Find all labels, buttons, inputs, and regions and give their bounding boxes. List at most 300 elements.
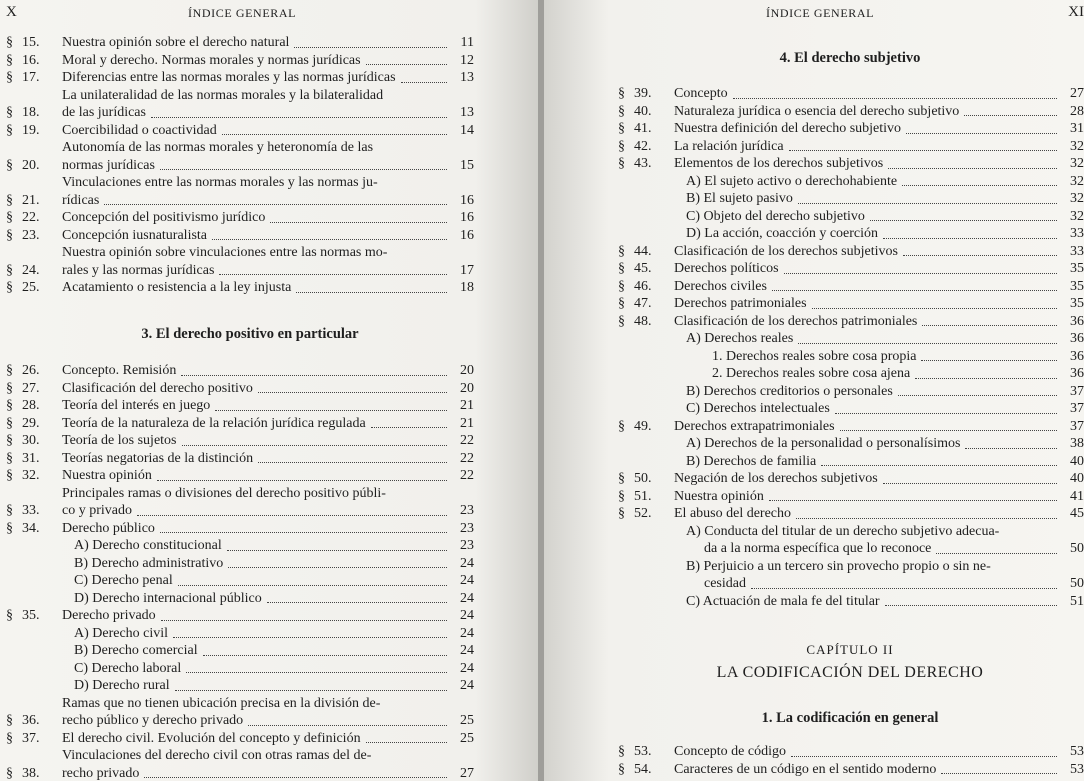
toc-entry[interactable] [6,730,474,748]
entry-title: Derecho público [62,520,155,536]
toc-entry[interactable] [6,69,474,87]
entry-body [674,295,1084,313]
toc-entry[interactable] [618,348,1084,366]
entry-line [62,572,474,590]
toc-entry[interactable] [618,330,1084,348]
page-ref: 22 [460,468,474,483]
entry-line [674,295,1084,313]
toc-entry[interactable] [6,415,474,433]
entry-number: 24. [22,262,40,278]
toc-entry[interactable] [6,747,474,781]
toc-entry[interactable] [618,558,1084,593]
toc-entry[interactable] [618,365,1084,383]
entry-number: 19. [22,122,40,138]
entry-title: B) Derechos de familia [686,453,817,469]
toc-entry[interactable] [618,138,1084,156]
toc-entry[interactable] [6,677,474,695]
toc-entry[interactable] [6,485,474,520]
page-ref: 28 [1070,103,1084,119]
left-page [0,0,540,781]
page-ref: 32 [1070,208,1084,224]
entry-title: B) Derecho comercial [74,643,198,658]
entry-title: rídicas [62,192,100,208]
entry-line [674,761,1084,779]
toc-list [6,362,474,781]
toc-entry[interactable] [618,155,1084,173]
entry-title: D) Derecho internacional público [74,590,262,606]
dot-leader [769,500,1057,501]
dot-leader [898,395,1057,396]
dot-leader [921,360,1057,361]
entry-body [674,365,1084,383]
dot-leader [182,445,448,446]
entry-title: Teoría del interés en juego [62,398,211,413]
dot-leader [791,756,1057,757]
entry-line [62,122,474,140]
entry-line [674,558,1084,576]
entry-body [62,227,474,245]
entry-line [62,415,474,433]
toc-entry[interactable] [618,383,1084,401]
toc-entry[interactable] [618,120,1084,138]
entry-number: 40. [634,103,652,119]
toc-entry[interactable] [6,380,474,398]
entry-line [674,260,1084,278]
entry-title: El abuso del derecho [674,506,792,521]
dot-leader [840,430,1057,431]
page-ref: 11 [460,35,474,50]
dot-leader [267,602,447,603]
page-ref: 25 [460,730,474,746]
page-ref: 32 [1070,156,1084,171]
dot-leader [258,392,447,393]
toc-entry[interactable] [618,743,1084,761]
entry-title: A) Derecho constitucional [74,538,222,553]
page-ref: 35 [1070,296,1084,311]
section-mark: § [618,138,625,154]
entry-body [62,625,474,643]
dot-leader [906,133,1057,134]
section-mark: § [6,35,13,50]
entry-number: 21. [22,192,40,208]
entry-number: 45. [634,261,652,276]
entry-body [674,400,1084,418]
toc-entry[interactable] [618,260,1084,278]
entry-title: B) Derecho administrativo [74,555,224,571]
entry-body [674,138,1084,156]
page-ref: 33 [1070,226,1084,241]
entry-body [62,485,474,520]
dot-leader [137,515,447,516]
toc-entry[interactable] [6,279,474,297]
entry-line [674,173,1084,191]
entry-title: Moral y derecho. Normas morales y normas jurídicas [62,52,361,68]
entry-line [62,174,474,192]
entry-title: C) Actuación de mala fe del titular [686,593,880,609]
page-ref: 36 [1070,348,1084,364]
entry-body [62,279,474,297]
entry-title: Diferencias entre las normas morales y las normas jurídicas [62,70,396,85]
entry-line [674,330,1084,348]
page-ref: 37 [1070,418,1084,434]
page-ref: 51 [1070,593,1084,609]
dot-leader [248,725,447,726]
section-mark: § [6,70,13,85]
dot-leader [883,483,1057,484]
entry-body [674,593,1084,611]
entry-title: Caracteres de un código en el sentido moderno [674,761,937,777]
entry-body [674,330,1084,348]
entry-title: Elementos de los derechos subjetivos [674,156,884,171]
entry-title: Naturaleza jurídica o esencia del derecho subjetivo [674,103,960,119]
toc-entry[interactable] [6,537,474,555]
entry-body [674,418,1084,436]
entry-number: 37. [22,730,40,746]
toc-entry[interactable] [6,87,474,122]
page-ref: 27 [460,765,474,781]
dot-leader [936,553,1057,554]
dot-leader [161,620,447,621]
section-mark: § [6,280,13,295]
section-mark: § [618,103,625,119]
page-ref: 24 [460,625,474,641]
section-mark: § [6,520,13,536]
entry-body [62,555,474,573]
page-ref: 13 [460,70,474,85]
entry-title: B) Perjuicio a un tercero sin provecho propio o sin ne- [686,558,991,574]
toc-entry[interactable] [618,278,1084,296]
dot-leader [789,150,1057,151]
entry-title: Derechos patrimoniales [674,296,807,311]
section-mark: § [6,730,13,746]
section-mark: § [6,468,13,483]
entry-body [674,558,1084,593]
toc-entry[interactable] [618,208,1084,226]
toc-entry[interactable] [6,625,474,643]
toc-entry[interactable] [618,435,1084,453]
entry-body [62,397,474,415]
dot-leader [212,239,447,240]
entry-number: 35. [22,608,40,623]
entry-title: D) La acción, coacción y coerción [686,226,879,241]
toc-list [618,85,1084,610]
toc-entry[interactable] [618,470,1084,488]
page-ref: 20 [460,380,474,396]
page-ref: 15 [460,157,474,173]
entry-line [674,383,1084,401]
section-mark: § [6,765,13,781]
page-ref: 37 [1070,401,1084,416]
entry-line [674,505,1084,523]
toc-entry[interactable] [6,520,474,538]
section-mark: § [6,503,13,518]
entry-title: Clasificación de los derechos subjetivos [674,243,898,259]
page-ref: 32 [1070,191,1084,206]
section-mark: § [6,262,13,278]
entry-line [674,103,1084,121]
toc-entry[interactable] [6,572,474,590]
toc-entry[interactable] [6,52,474,70]
entry-line [62,227,474,245]
dot-leader [104,204,447,205]
entry-line [62,380,474,398]
section-mark: § [618,156,625,171]
page-ref: 38 [1070,436,1084,451]
entry-line [62,34,474,52]
entry-number: 34. [22,520,40,536]
entry-line [62,607,474,625]
entry-title: Teoría de los sujetos [62,433,177,448]
entry-line [62,502,474,520]
toc-entry[interactable] [618,453,1084,471]
page-ref: 24 [460,573,474,588]
page-ref: 32 [1070,173,1084,189]
toc-entry[interactable] [6,642,474,660]
section-heading: 4. El derecho subjetivo [779,50,921,66]
dot-leader [151,117,447,118]
entry-line [62,279,474,297]
entry-line [674,365,1084,383]
entry-line [62,660,474,678]
section-mark: § [618,278,625,294]
dot-leader [902,185,1057,186]
entry-title: D) Derecho rural [74,678,170,693]
page-ref: 32 [1070,138,1084,154]
entry-number: 27. [22,380,40,396]
dot-leader [160,532,447,533]
toc-entry[interactable] [618,488,1084,506]
page-ref: 33 [1070,243,1084,259]
entry-number: 43. [634,156,652,171]
entry-title: Ramas que no tienen ubicación precisa en la división de- [62,695,381,711]
entry-number: 36. [22,713,40,728]
toc-entry[interactable] [618,85,1084,103]
entry-number: 22. [22,210,40,225]
entry-line [674,593,1084,611]
entry-title: 2. Derechos reales sobre cosa ajena [712,366,911,381]
toc-entry[interactable] [6,174,474,209]
entry-title: Concepto de código [674,744,786,759]
toc-entry[interactable] [6,590,474,608]
entry-body [674,488,1084,506]
toc-entry[interactable] [6,244,474,279]
toc-entry[interactable] [6,139,474,174]
toc-entry[interactable] [6,122,474,140]
page-number: X [6,4,17,20]
toc-entry[interactable] [6,227,474,245]
toc-entry[interactable] [618,225,1084,243]
toc-entry[interactable] [6,450,474,468]
dot-leader [258,462,447,463]
dot-leader [888,168,1057,169]
page-ref: 17 [460,262,474,278]
section-mark: § [618,418,625,434]
entry-number: 41. [634,121,652,136]
section-mark: § [6,157,13,173]
entry-title: rales y las normas jurídicas [62,262,215,278]
entry-body [62,642,474,660]
entry-line [62,432,474,450]
toc-entry[interactable] [618,593,1084,611]
entry-body [62,174,474,209]
entry-body [62,139,474,174]
entry-line [674,208,1084,226]
entry-line [674,435,1084,453]
right-page [544,0,1084,781]
page-ref: 36 [1070,331,1084,346]
dot-leader [186,672,447,673]
dot-leader [203,655,447,656]
entry-title: Concepción iusnaturalista [62,227,208,243]
section-mark: § [618,488,625,504]
entry-body [674,743,1084,761]
entry-line [62,209,474,227]
entry-title: co y privado [62,503,132,518]
entry-number: 20. [22,157,40,173]
entry-line [62,730,474,748]
toc-entry[interactable] [618,505,1084,523]
entry-body [62,677,474,695]
dot-leader [144,777,447,778]
entry-title: recho público y derecho privado [62,713,244,728]
toc-entry[interactable] [6,467,474,485]
toc-entry[interactable] [618,190,1084,208]
dot-leader [157,480,447,481]
page-ref: 27 [1070,86,1084,101]
dot-leader [371,427,447,428]
page-ref: 35 [1070,261,1084,276]
toc-entry[interactable] [6,397,474,415]
toc-entry[interactable] [6,660,474,678]
entry-line [62,244,474,262]
entry-line [674,190,1084,208]
entry-title: El derecho civil. Evolución del concepto y definición [62,730,361,746]
entry-line [62,362,474,380]
entry-body [62,87,474,122]
section-mark: § [618,261,625,276]
entry-line [62,765,474,781]
entry-line [674,155,1084,173]
toc-entry[interactable] [6,362,474,380]
toc-entry[interactable] [618,243,1084,261]
toc-entry[interactable] [618,313,1084,331]
page-ref: 24 [460,643,474,658]
section-mark: § [618,761,625,777]
toc-entry[interactable] [618,173,1084,191]
entry-number: 49. [634,418,652,434]
section-mark: § [6,210,13,225]
toc-entry[interactable] [618,761,1084,779]
entry-line [62,642,474,660]
section-mark: § [618,313,625,329]
entry-number: 46. [634,278,652,294]
toc-entry[interactable] [6,432,474,450]
entry-title: Nuestra definición del derecho subjetivo [674,121,902,136]
entry-number: 44. [634,243,652,259]
entry-number: 29. [22,415,40,431]
dot-leader [903,255,1057,256]
dot-leader [219,274,447,275]
dot-leader [178,585,447,586]
section-mark: § [6,433,13,448]
entry-body [62,450,474,468]
toc-entry[interactable] [6,607,474,625]
page-ref: 40 [1070,453,1084,469]
entry-title: Clasificación de los derechos patrimoniales [674,313,918,329]
entry-title: Clasificación del derecho positivo [62,380,253,396]
entry-number: 28. [22,398,40,413]
entry-title: cesidad [704,576,746,591]
dot-leader [941,773,1057,774]
section-mark: § [6,398,13,413]
entry-title: Nuestra opinión sobre el derecho natural [62,35,290,50]
toc-entry[interactable] [6,209,474,227]
toc-entry[interactable] [6,555,474,573]
entry-number: 42. [634,138,652,154]
toc-entry[interactable] [6,34,474,52]
entry-line [674,453,1084,471]
entry-line [62,104,474,122]
entry-number: 50. [634,471,652,486]
dot-leader [964,115,1057,116]
toc-entry[interactable] [618,400,1084,418]
entry-body [674,383,1084,401]
entry-line [62,537,474,555]
toc-list [6,34,474,297]
toc-entry[interactable] [6,695,474,730]
entry-title: 1. Derechos reales sobre cosa propia [712,348,917,364]
entry-line [62,157,474,175]
entry-line [62,695,474,713]
toc-entry[interactable] [618,295,1084,313]
entry-body [62,415,474,433]
entry-number: 54. [634,761,652,777]
entry-line [674,523,1084,541]
page-ref: 18 [460,280,474,295]
section-heading: 1. La codificación en general [761,710,939,726]
section-mark: § [6,52,13,68]
entry-body [62,520,474,538]
toc-entry[interactable] [618,418,1084,436]
entry-number: 52. [634,506,652,521]
section-mark: § [618,121,625,136]
page-ref: 23 [460,520,474,536]
entry-title: Vinculaciones del derecho civil con otras ramas del de- [62,748,372,763]
entry-line [62,520,474,538]
page-ref: 12 [460,52,474,68]
entry-line [62,747,474,765]
section-mark: § [618,243,625,259]
entry-number: 47. [634,296,652,311]
page-ref: 23 [460,538,474,553]
toc-list [618,743,1084,778]
page-ref: 50 [1070,576,1084,591]
toc-entry[interactable] [618,103,1084,121]
entry-line [62,625,474,643]
dot-leader [401,82,447,83]
page-ref: 21 [460,398,474,413]
entry-body [62,34,474,52]
entry-title: Autonomía de las normas morales y heteronomía de las [62,140,374,155]
entry-line [674,85,1084,103]
entry-title: A) Derecho civil [74,625,169,641]
entry-line [674,348,1084,366]
page-ref: 22 [460,433,474,448]
entry-line [62,485,474,503]
entry-title: Teoría de la naturaleza de la relación jurídica regulada [62,415,366,431]
toc-entry[interactable] [618,523,1084,558]
page-ref: 50 [1070,541,1084,556]
